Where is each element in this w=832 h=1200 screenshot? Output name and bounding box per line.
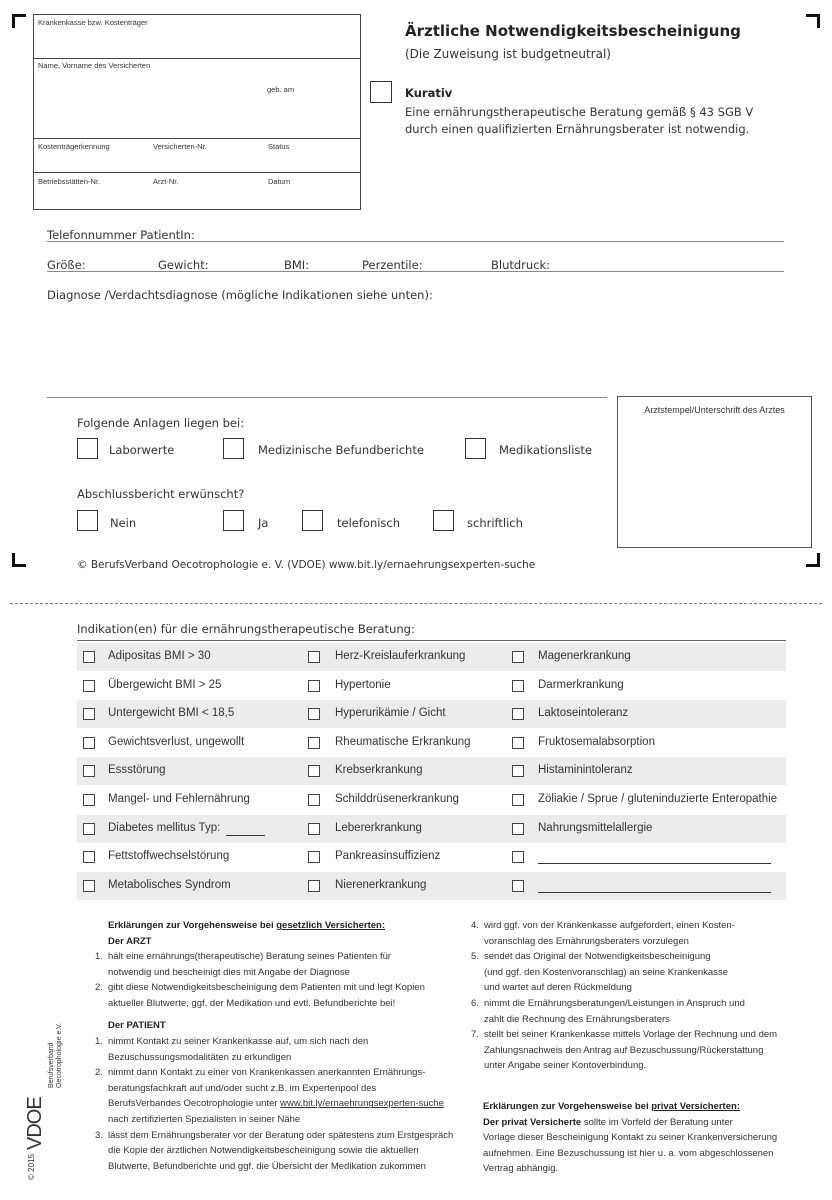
sidebar-org: Berufsverband Oecotrophologie e.V. <box>48 1022 63 1088</box>
indication-label: Histaminintoleranz <box>538 764 633 777</box>
patient-heading: Der PATIENT <box>108 1020 166 1031</box>
crop-mark-top-right <box>806 14 820 28</box>
label-bmi: BMI: <box>284 258 310 272</box>
indication-other-field[interactable] <box>538 892 771 893</box>
divider <box>34 138 360 139</box>
indication-label: Mangel- und Fehlernährung <box>108 793 250 805</box>
arzt-steps: 1. hält eine ernährungs(therapeutische) Beratung seines Patienten für notwendig und bescheinigt dies mit Angabe der Diagnose 2. gibt diese Notwendigkeitsbescheinigung dem Patienten mit und legt Kopien aktueller Blutwerte, ggf. der Medikation und evtl. Befundberichte bei! <box>95 951 425 1009</box>
indication-checkbox[interactable] <box>512 765 524 777</box>
label-laborwerte: Laborwerte <box>109 443 175 457</box>
label-groesse: Größe: <box>47 258 86 272</box>
vdoe-logo: VDOE <box>24 1097 46 1150</box>
patient-steps-continued: 4. wird ggf. von der Krankenkasse aufgefordert, einen Kosten- voranschlag des Ernährungsberaters vorzulegen 5. sendet das Original der Notwendigkeitsbescheinigung (und ggf. den Kostenvoranschlag) an seine Krankenkasse und wartet auf deren Rückmeldung 6. nimmt die Ernährungsberatungen/Leistungen in Anspruch und zahlt die Rechnung des Ernährungsberaters 7. stellt bei seiner Krankenkasse mittels Vorlage der Rechnung und dem Zahlungsnachweis den Antrag auf Bezuschussung/Rückerstattung unter Angabe seiner Kontoverbindung. <box>471 920 778 1072</box>
indication-label: Herz-Kreislauferkrankung <box>335 650 466 662</box>
indication-label: Lebererkrankung <box>335 821 422 834</box>
label-blutdruck: Blutdruck: <box>491 258 551 272</box>
indication-row <box>77 729 786 757</box>
stamp-label: Arztstempel/Unterschrift des Arztes <box>644 405 785 415</box>
indication-row <box>77 815 786 843</box>
expert-search-link[interactable]: www.bit.ly/ernaehrungsexperten-suche <box>280 1098 444 1110</box>
label-krankenkasse: Krankenkasse bzw. Kostenträger <box>38 18 148 27</box>
label-telefonisch: telefonisch <box>337 516 401 530</box>
kurativ-heading: Kurativ <box>405 86 453 100</box>
indication-row <box>77 843 786 871</box>
indication-checkbox[interactable] <box>512 708 524 720</box>
indication-checkbox[interactable] <box>308 737 320 749</box>
indication-checkbox[interactable] <box>83 651 95 663</box>
diabetes-type-field[interactable] <box>226 835 265 836</box>
indication-checkbox[interactable] <box>512 680 524 692</box>
label-versicherten-nr: Versicherten-Nr. <box>153 142 207 151</box>
indication-row <box>77 672 786 700</box>
indication-checkbox[interactable] <box>308 823 320 835</box>
label-medikationsliste: Medikationsliste <box>499 443 592 457</box>
indication-label: Zöliakie / Sprue / gluteninduzierte Enteropathie <box>538 793 778 805</box>
label-betrieb: Betriebsstätten-Nr. <box>38 177 101 186</box>
label-diagnose: Diagnose /Verdachtsdiagnose (mögliche Indikationen siehe unten): <box>47 288 433 302</box>
indication-checkbox[interactable] <box>512 651 524 663</box>
indication-label: Nahrungsmittelallergie <box>538 821 653 834</box>
indication-checkbox[interactable] <box>512 851 524 863</box>
label-nein: Nein <box>110 516 137 530</box>
cut-line <box>10 603 822 604</box>
indications-heading: Indikation(en) für die ernährungstherapeutische Beratung: <box>77 622 415 636</box>
indication-checkbox[interactable] <box>308 680 320 692</box>
label-telefon: Telefonnummer PatientIn: <box>47 228 195 242</box>
indication-checkbox[interactable] <box>308 651 320 663</box>
indication-checkbox[interactable] <box>512 823 524 835</box>
diagnose-field-line[interactable] <box>47 397 607 398</box>
indication-label: Untergewicht BMI < 18,5 <box>108 707 235 720</box>
doctor-stamp-box[interactable] <box>617 396 812 548</box>
divider <box>34 172 360 173</box>
indication-checkbox[interactable] <box>83 851 95 863</box>
kurativ-text: Eine ernährungstherapeutische Beratung gemäß § 43 SGB V durch einen qualifizierten Ernährungsberater ist notwendig. <box>405 105 754 136</box>
label-perzentile: Perzentile: <box>362 258 423 272</box>
indication-checkbox[interactable] <box>308 765 320 777</box>
indication-row <box>77 872 786 900</box>
divider <box>34 58 360 59</box>
indication-checkbox[interactable] <box>83 765 95 777</box>
indication-label: Metabolisches Syndrom <box>108 878 231 891</box>
kurativ-checkbox[interactable] <box>370 81 392 103</box>
indication-label: Magenerkrankung <box>538 650 631 662</box>
indication-label: Hypertonie <box>335 678 391 691</box>
label-befundberichte: Medizinische Befundberichte <box>258 443 424 457</box>
label-status: Status <box>268 142 290 151</box>
indication-checkbox[interactable] <box>83 823 95 835</box>
indication-checkbox[interactable] <box>512 737 524 749</box>
indication-checkbox[interactable] <box>308 794 320 806</box>
label-name: Name, Vorname des Versicherten <box>38 61 151 70</box>
indication-checkbox[interactable] <box>83 680 95 692</box>
copyright-line: © BerufsVerband Oecotrophologie e. V. (VDOE) www.bit.ly/ernaehrungsexperten-suche <box>77 559 536 571</box>
indication-checkbox[interactable] <box>83 880 95 892</box>
measurements-field-line[interactable] <box>47 271 784 272</box>
indication-label: Schilddrüsenerkrankung <box>335 793 460 805</box>
indication-other-field[interactable] <box>538 863 771 864</box>
telefon-field-line[interactable] <box>47 241 784 242</box>
indication-checkbox[interactable] <box>83 708 95 720</box>
sidebar-year: © 2015 <box>27 1154 36 1180</box>
checkbox-medikationsliste[interactable] <box>465 438 486 459</box>
indication-checkbox[interactable] <box>512 794 524 806</box>
indication-label: Fruktosemalabsorption <box>538 735 655 748</box>
label-gewicht: Gewicht: <box>158 258 209 272</box>
crop-mark-bottom-left <box>12 553 26 567</box>
indication-checkbox[interactable] <box>308 880 320 892</box>
anlagen-heading: Folgende Anlagen liegen bei: <box>77 416 245 430</box>
page-title: Ärztliche Notwendigkeitsbescheinigung <box>405 22 741 40</box>
checkbox-nein[interactable] <box>77 510 98 531</box>
checkbox-schriftlich[interactable] <box>433 510 454 531</box>
patient-steps: 1. nimmt Kontakt zu seiner Krankenkasse auf, um sich nach den Bezuschussungsmodalitäten zu erkundigen 2. nimmt dann Kontakt zu einer von Krankenkassen anerkannten Ernährungs- beratungsfachkraft auf und/oder sucht z.B. im Expertenpool des BerufsVerbandes Oecotrophologie unter www.bit.ly/ernaehrungsexperten-suche nach zertifizierten Spezialisten in seiner Nähe 3. lässt dem Ernährungsberater vor der Beratung oder spätestens zum Erstgespräch die Kopie der ärztlichen Notwendigkeitsbescheinigung sowie die aktuellen Blutwerte, Befundberichte und ggf. die Übersicht der Medikation zukommen <box>95 1036 454 1172</box>
indication-checkbox[interactable] <box>512 880 524 892</box>
label-schriftlich: schriftlich <box>467 516 523 530</box>
indication-label: Gewichtsverlust, ungewollt <box>108 735 245 748</box>
indication-label: Hyperurikämie / Gicht <box>335 707 446 720</box>
indication-label: Übergewicht BMI > 25 <box>108 678 222 691</box>
indication-label: Rheumatische Erkrankung <box>335 735 471 748</box>
indication-label: Darmerkrankung <box>538 678 624 691</box>
indication-label: Essstörung <box>108 764 166 777</box>
indication-row <box>77 786 786 814</box>
label-kostentraeger: Kostenträgerkennung <box>38 142 110 151</box>
insurance-data-box[interactable] <box>33 14 361 210</box>
indication-checkbox[interactable] <box>83 737 95 749</box>
indication-row <box>77 643 786 671</box>
indication-label: Pankreasinsuffizienz <box>335 850 441 863</box>
checkbox-laborwerte[interactable] <box>77 438 98 459</box>
indication-checkbox[interactable] <box>308 851 320 863</box>
indication-label: Adipositas BMI > 30 <box>108 650 211 662</box>
crop-mark-bottom-right <box>806 553 820 567</box>
label-datum: Datum <box>268 177 291 186</box>
indication-row <box>77 700 786 728</box>
checkbox-telefonisch[interactable] <box>302 510 323 531</box>
indication-label: Nierenerkrankung <box>335 878 427 891</box>
checkbox-ja[interactable] <box>223 510 244 531</box>
label-geb: geb. am <box>267 85 295 94</box>
indication-label: Krebserkrankung <box>335 764 423 777</box>
label-ja: Ja <box>258 516 269 530</box>
crop-mark-top-left <box>12 14 26 28</box>
indication-label: Diabetes mellitus Typ: <box>108 821 221 834</box>
indications-rule <box>77 640 786 641</box>
indication-checkbox[interactable] <box>308 708 320 720</box>
checkbox-befundberichte[interactable] <box>223 438 244 459</box>
expl-gesetzlich: Erklärungen zur Vorgehensweise bei gesetzlich Versicherten: Der ARZT <box>108 920 386 947</box>
indication-row <box>77 757 786 785</box>
expl-privat: Erklärungen zur Vorgehensweise bei privat Versicherten: Der privat Versicherte sollte im Vorfeld der Beratung unter Vorlage dieser Bescheinigung Kontakt zu seiner Krankenversicherung aufnehmen. Eine Bezuschussung ist hier u. a. vom abgeschlossenen Vertrag abhängig. <box>483 1101 778 1175</box>
page-subtitle: (Die Zuweisung ist budgetneutral) <box>405 47 611 61</box>
indication-label: Laktoseintoleranz <box>538 707 629 720</box>
indication-checkbox[interactable] <box>83 794 95 806</box>
indication-label: Fettstoffwechselstörung <box>108 850 230 863</box>
abschluss-heading: Abschlussbericht erwünscht? <box>77 487 245 501</box>
label-arzt-nr: Arzt-Nr. <box>153 177 179 186</box>
